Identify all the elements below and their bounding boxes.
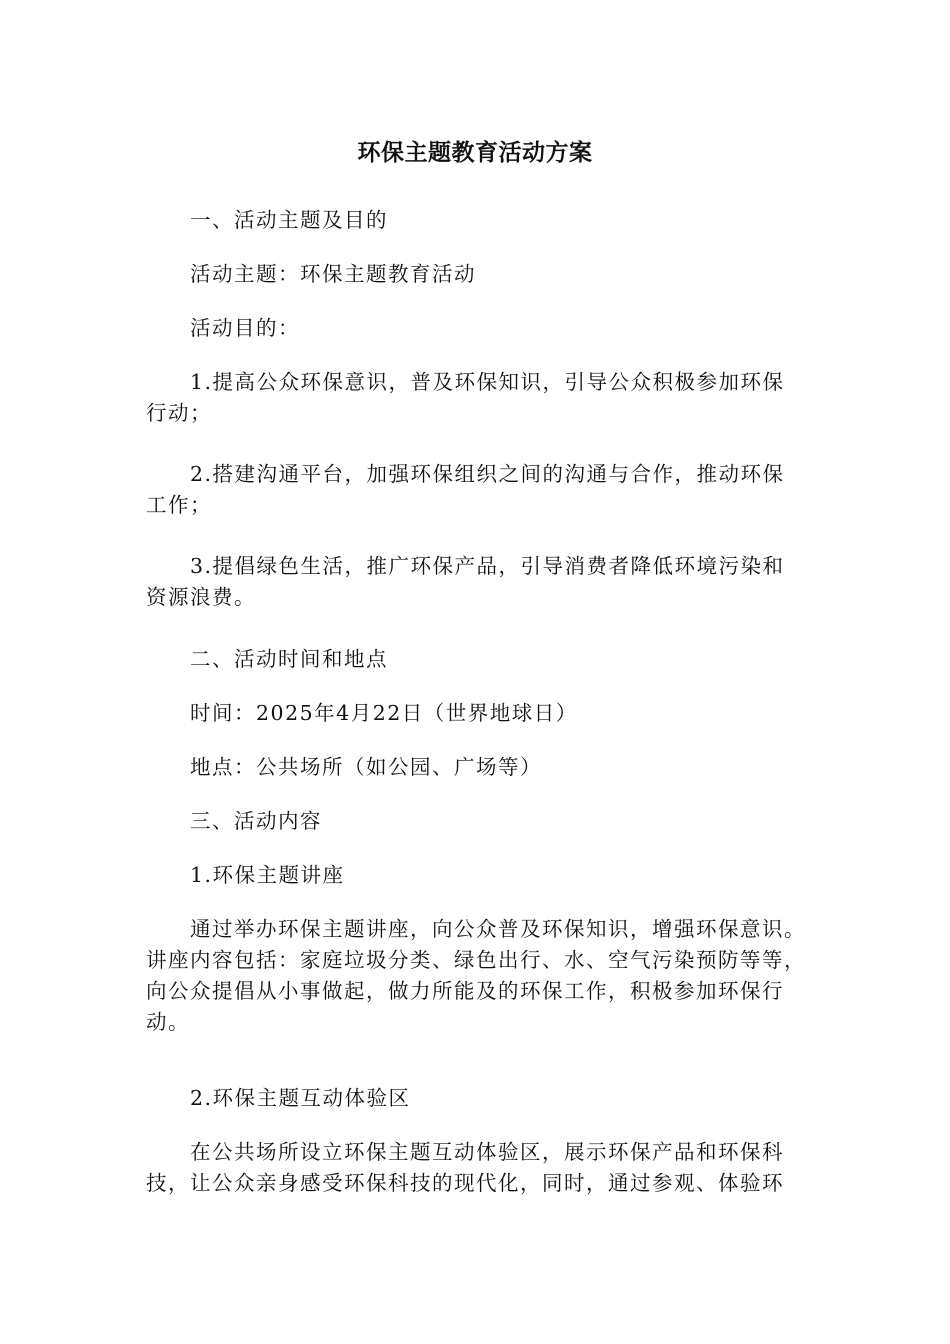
section-heading-2: 二、活动时间和地点 — [190, 647, 388, 671]
section-heading-3: 三、活动内容 — [190, 809, 322, 833]
content-item-2-body: 在公共场所设立环保主题互动体验区，展示环保产品和环保科技，让公众亲身感受环保科技的现代化，同时，通过参观、体验环 — [146, 1140, 784, 1195]
purpose-item-2: 2.搭建沟通平台，加强环保组织之间的沟通与合作，推动环保工作； — [146, 462, 785, 517]
activity-location: 地点：公共场所（如公园、广场等） — [190, 755, 542, 779]
purpose-item-1: 1.提高公众环保意识，普及环保知识，引导公众积极参加环保行动； — [146, 370, 785, 425]
activity-time: 时间：2025年4月22日（世界地球日） — [190, 701, 578, 725]
content-item-2-heading: 2.环保主题互动体验区 — [190, 1086, 411, 1110]
purpose-item-3: 3.提倡绿色生活，推广环保产品，引导消费者降低环境污染和资源浪费。 — [146, 554, 785, 609]
content-item-1-body: 通过举办环保主题讲座，向公众普及环保知识，增强环保意识。讲座内容包括：家庭垃圾分类、绿色出行、水、空气污染预防等等，向公众提倡从小事做起，做力所能及的环保工作，积极参加环保行动。 — [146, 917, 806, 1034]
content-item-1-heading: 1.环保主题讲座 — [190, 863, 345, 887]
document-title: 环保主题教育活动方案 — [357, 140, 593, 166]
activity-theme: 活动主题：环保主题教育活动 — [190, 262, 476, 286]
activity-purpose-label: 活动目的： — [190, 316, 300, 340]
section-heading-1: 一、活动主题及目的 — [190, 208, 388, 232]
